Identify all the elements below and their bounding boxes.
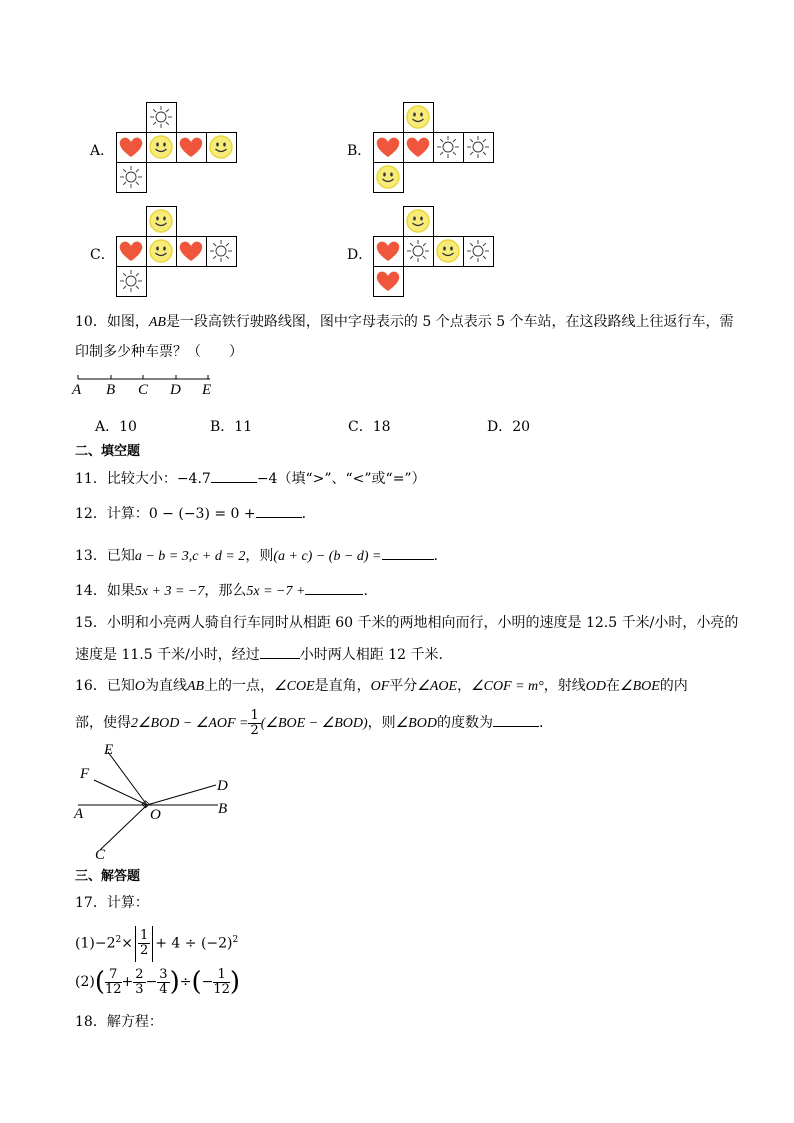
q17-title: 17．计算： (75, 895, 149, 911)
q16-fden: 2 (250, 722, 259, 738)
q17-p2-plus: + (121, 974, 134, 990)
q17-p2-neg: − (201, 974, 214, 990)
q10-number: 10．如图， (75, 314, 149, 330)
q17-p2-f2d: 3 (135, 981, 144, 997)
q10-option-d[interactable]: D．20 (487, 419, 531, 435)
cube-c-face (146, 236, 177, 267)
smile-icon (147, 237, 175, 265)
section-fill-blank: 二、填空题 (75, 444, 141, 459)
sun-icon (434, 133, 462, 161)
sun-icon (207, 237, 235, 265)
q16-aoe: ∠AOE (417, 679, 458, 694)
q16-o: O (134, 679, 145, 694)
smile-icon (374, 163, 402, 191)
q13 (75, 545, 438, 567)
q17-p1-exp: 2 (115, 935, 122, 945)
q10-line1 (75, 312, 734, 333)
q16-t11: ，则 (367, 715, 396, 731)
cube-b-face (373, 132, 404, 163)
sun-icon (117, 267, 145, 295)
cube-d-face (463, 236, 494, 267)
label-a: A (74, 806, 84, 822)
q16-boe: ∠BOE (620, 679, 660, 694)
q12-pre: 12．计算：0 − (−3) = 0 + (75, 506, 256, 522)
q17-p1-fraction (138, 929, 150, 958)
cube-d-face (373, 236, 404, 267)
q16-t10: 部，使得 (75, 715, 131, 731)
q17-part2 (75, 962, 240, 1002)
label-e: E (104, 742, 114, 758)
q13-blank[interactable] (382, 545, 434, 560)
q17-p2-frac2 (133, 968, 145, 997)
cube-b-face (403, 102, 434, 133)
cube-c-face (116, 236, 147, 267)
q10-line2: 印制多少种车票？（ ） (75, 344, 243, 360)
q16-t1: 16．已知 (75, 678, 135, 694)
q17-p2-rparen: ) (169, 967, 180, 997)
smile-icon (207, 133, 235, 161)
q12 (75, 503, 306, 524)
q10-option-c[interactable]: C．18 (348, 419, 391, 435)
q14-eq1: 5x + 3 = −7 (134, 584, 205, 599)
cube-b-face (403, 132, 434, 163)
q16-expr1: 2∠BOD − ∠AOF = (131, 716, 249, 731)
heart-icon (374, 237, 402, 265)
heart-icon (177, 237, 205, 265)
q13-cond: a − b = 3,c + d = 2 (134, 549, 246, 564)
q16-ab: AB (186, 679, 205, 694)
q16-blank[interactable] (493, 712, 539, 727)
q17-abs-bars (135, 926, 153, 962)
cube-c-face (116, 266, 147, 297)
label-o: O (150, 807, 161, 823)
q16-t2: 为直线 (144, 678, 187, 694)
q17-p1-label: (1) (75, 935, 95, 952)
q17-p2-f2n: 2 (135, 966, 144, 982)
q16-bod: ∠BOD (395, 716, 437, 731)
sun-icon (404, 237, 432, 265)
q17-p1-c: + 4 ÷ (−2) (155, 935, 233, 952)
q16-t13: . (538, 715, 544, 731)
cube-option-c-label[interactable]: C． (90, 247, 115, 263)
cube-a-face (176, 132, 207, 163)
heart-icon (374, 133, 402, 161)
q16-cof: ∠COF = m° (471, 679, 544, 694)
q17-p2-f4d: 12 (213, 981, 230, 997)
q18-title: 18．解方程： (75, 1014, 163, 1030)
q17-part1 (75, 922, 238, 962)
q10-option-a[interactable]: A．10 (95, 419, 137, 435)
q12-post: . (301, 506, 307, 522)
q17-p1-b: × (121, 935, 133, 952)
q15-blank[interactable] (260, 644, 300, 659)
point-e: E (202, 382, 212, 398)
q11-blank[interactable] (211, 468, 257, 483)
q17-p2-f1d: 12 (105, 981, 122, 997)
q16-od: OD (585, 679, 607, 694)
q17-p1-fnum: 1 (139, 928, 149, 944)
sun-icon (147, 103, 175, 131)
q17-p2-f1n: 7 (105, 968, 122, 983)
q12-blank[interactable] (256, 503, 302, 518)
label-f: F (80, 766, 90, 782)
q17-p2-label: (2) (75, 974, 95, 990)
cube-d-face (403, 236, 434, 267)
smile-icon (147, 207, 175, 235)
q16-coe: ∠COE (274, 679, 315, 694)
q16-t4: 是直角， (314, 678, 371, 694)
q17-p2-frac3 (157, 968, 169, 997)
cube-a-face (146, 132, 177, 163)
cube-c-face (206, 236, 237, 267)
q10-option-b[interactable]: B．11 (210, 419, 253, 435)
section-solutions: 三、解答题 (75, 869, 141, 884)
q16-t6: ， (457, 678, 472, 694)
cube-a-face (146, 102, 177, 133)
q17-p2-f3n: 3 (159, 966, 168, 982)
label-d: D (217, 778, 228, 794)
q17-p2-lparen: ( (94, 967, 105, 997)
heart-icon (177, 133, 205, 161)
q17-p2-frac1 (105, 968, 122, 997)
q16-line1 (75, 676, 688, 697)
q17-p2-f4n: 1 (213, 968, 230, 983)
q16-of: OF (370, 679, 390, 694)
q14-blank[interactable] (305, 580, 363, 595)
q14-pre: 14．如果 (75, 583, 135, 599)
smile-icon (434, 237, 462, 265)
cube-c-face (176, 236, 207, 267)
smile-icon (404, 207, 432, 235)
q17-p2-frac4 (213, 968, 230, 997)
q13-expr: (a + c) − (b − d) = (273, 549, 382, 564)
q16-t8: 在 (606, 678, 621, 694)
q15-pre: 速度是 11.5 千米/小时，经过 (75, 647, 260, 663)
q10-ab: AB (148, 315, 166, 330)
q14-mid: ，那么 (204, 583, 247, 599)
q15-line1: 15．小明和小亮两人骑自行车同时从相距 60 千米的两地相向而行，小明的速度是 12.5 千米/小时，小亮的 (75, 615, 739, 631)
q17-p2-f3d: 4 (159, 981, 168, 997)
cube-a-face (206, 132, 237, 163)
cube-d-face (403, 206, 434, 237)
q16-line2 (75, 706, 543, 741)
heart-icon (117, 237, 145, 265)
q10-text1: 是一段高铁行驶路线图，图中字母表示的 5 个点表示 5 个车站，在这段路线上往返行车，需 (165, 314, 734, 330)
q11-pre: 11．比较大小：−4.7 (75, 471, 211, 487)
q16-t3: 上的一点， (204, 678, 275, 694)
label-c: C (95, 847, 106, 863)
cube-a-face (116, 162, 147, 193)
q17-p2-lparen2: ( (191, 967, 202, 997)
q16-t9: 的内 (659, 678, 688, 694)
q13-post: . (433, 548, 438, 564)
point-b: B (106, 382, 116, 398)
q16-t12: 的度数为 (436, 715, 493, 731)
q17-p2-minus: − (145, 974, 158, 990)
cube-option-a-label[interactable]: A． (90, 143, 115, 159)
q17-p2-div: ÷ (179, 974, 192, 990)
q11-post: −4（填“>”、“<”或“=”） (256, 471, 426, 487)
q16-t5: 平分 (389, 678, 418, 694)
q16-t7: ，射线 (543, 678, 586, 694)
heart-icon (404, 133, 432, 161)
heart-icon (117, 133, 145, 161)
sun-icon (464, 237, 492, 265)
sun-icon (464, 133, 492, 161)
cube-option-d-label[interactable]: D． (347, 247, 373, 263)
smile-icon (404, 103, 432, 131)
q17-p1-fden: 2 (139, 943, 149, 959)
q16-fnum: 1 (250, 707, 259, 723)
cube-b-face (463, 132, 494, 163)
q11 (75, 468, 426, 489)
q13-pre: 13．已知 (75, 548, 135, 564)
cube-d-face (433, 236, 464, 267)
heart-icon (374, 267, 402, 295)
cube-a-face (116, 132, 147, 163)
q17-p2-rparen2: ) (229, 967, 241, 997)
q14-eq2: 5x = −7 + (246, 584, 306, 599)
q16-fraction (248, 709, 260, 738)
q14-post: . (363, 583, 368, 599)
cube-d-face (373, 266, 404, 297)
q17-p1-a: −2 (94, 935, 116, 952)
cube-b-face (373, 162, 404, 193)
q16-expr2: (∠BOE − ∠BOD) (260, 716, 368, 731)
q17-p1-exp2: 2 (232, 935, 239, 945)
cube-b-face (433, 132, 464, 163)
q13-mid: ，则 (245, 548, 274, 564)
q15-post: 小时两人相距 12 千米. (299, 647, 443, 663)
cube-option-b-label[interactable]: B． (347, 143, 372, 159)
sun-icon (117, 163, 145, 191)
point-a: A (72, 382, 82, 398)
smile-icon (147, 133, 175, 161)
cube-c-face (146, 206, 177, 237)
q15-line2 (75, 644, 443, 665)
q14 (75, 580, 368, 602)
label-b: B (218, 801, 228, 817)
point-c: C (138, 382, 149, 398)
point-d: D (170, 382, 181, 398)
